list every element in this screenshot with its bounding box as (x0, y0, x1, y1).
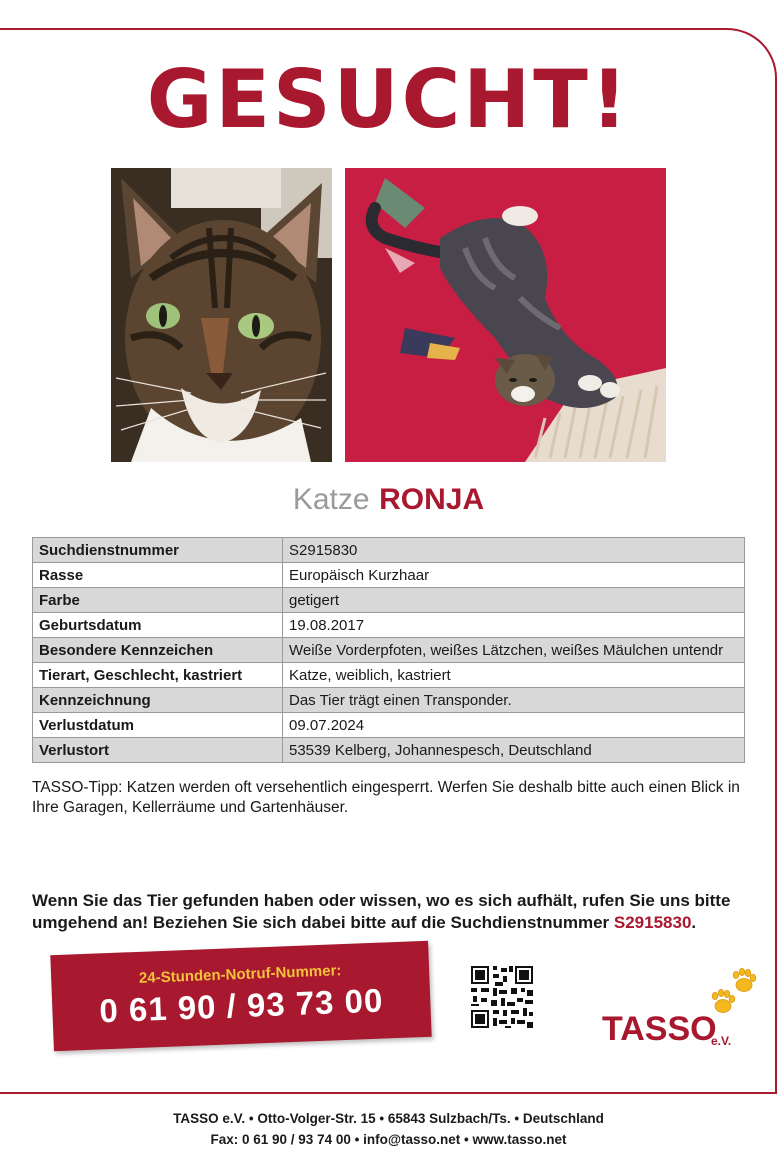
detail-label: Geburtsdatum (33, 613, 283, 638)
detail-label: Tierart, Geschlecht, kastriert (33, 663, 283, 688)
table-row (33, 738, 745, 763)
call-to-action (32, 890, 747, 934)
detail-value: 19.08.2017 (283, 613, 745, 638)
headline: GESUCHT! (146, 53, 631, 146)
call-reference-number: S2915830 (613, 913, 692, 932)
table-row (33, 613, 745, 638)
detail-value: Das Tier trägt einen Transponder. (283, 688, 745, 713)
qr-code[interactable] (469, 964, 535, 1030)
detail-label: Rasse (33, 563, 283, 588)
hotline-number[interactable]: 0 61 90 / 93 73 00 (98, 981, 385, 1030)
detail-value: 53539 Kelberg, Johannespesch, Deutschland (283, 738, 745, 763)
table-row (33, 688, 745, 713)
tasso-tip: TASSO-Tipp: Katzen werden oft versehentlich eingesperrt. Werfen Sie deshalb bitte auch einen Blick in Ihre Garagen, Kellerräume und Gartenhäuser. (32, 779, 740, 816)
call-end: . (691, 913, 697, 932)
detail-label: Kennzeichnung (33, 688, 283, 713)
tasso-logo (598, 960, 768, 1060)
pet-species: Katze (292, 483, 370, 516)
table-row (33, 588, 745, 613)
cat-on-rug-photo (345, 168, 666, 462)
detail-label: Verlustort (33, 738, 283, 763)
table-row (33, 563, 745, 588)
footer-address: TASSO e.V. • Otto-Volger-Str. 15 • 65843 Sulzbach/Ts. • Deutschland (173, 1111, 604, 1126)
cat-face-photo (111, 168, 332, 462)
footer-contact[interactable]: Fax: 0 61 90 / 93 74 00 • info@tasso.net • www.tasso.net (210, 1132, 567, 1147)
footer (0, 1108, 777, 1150)
pet-details-table (32, 537, 745, 763)
call-text: Wenn Sie das Tier gefunden haben oder wissen, wo es sich aufhält, rufen Sie uns bitte umgehend an! Beziehen Sie sich dabei bitte auf die Suchdienstnummer (32, 891, 731, 932)
detail-value: Weiße Vorderpfoten, weißes Lätzchen, weißes Mäulchen untendr (283, 638, 745, 663)
logo-suffix: e.V. (711, 1034, 732, 1048)
pet-name-main: RONJA (379, 483, 485, 516)
table-row (33, 713, 745, 738)
detail-value: Katze, weiblich, kastriert (283, 663, 745, 688)
detail-value: getigert (283, 588, 745, 613)
hotline-label: 24-Stunden-Notruf-Nummer: (138, 962, 342, 987)
detail-label: Besondere Kennzeichen (33, 638, 283, 663)
detail-label: Farbe (33, 588, 283, 613)
hotline-box (50, 941, 431, 1051)
pet-name (0, 478, 777, 522)
detail-value: S2915830 (283, 538, 745, 563)
logo-text: TASSO (602, 1010, 717, 1048)
detail-value: Europäisch Kurzhaar (283, 563, 745, 588)
detail-value: 09.07.2024 (283, 713, 745, 738)
table-row (33, 663, 745, 688)
detail-label: Verlustdatum (33, 713, 283, 738)
table-row (33, 638, 745, 663)
table-row (33, 538, 745, 563)
detail-label: Suchdienstnummer (33, 538, 283, 563)
